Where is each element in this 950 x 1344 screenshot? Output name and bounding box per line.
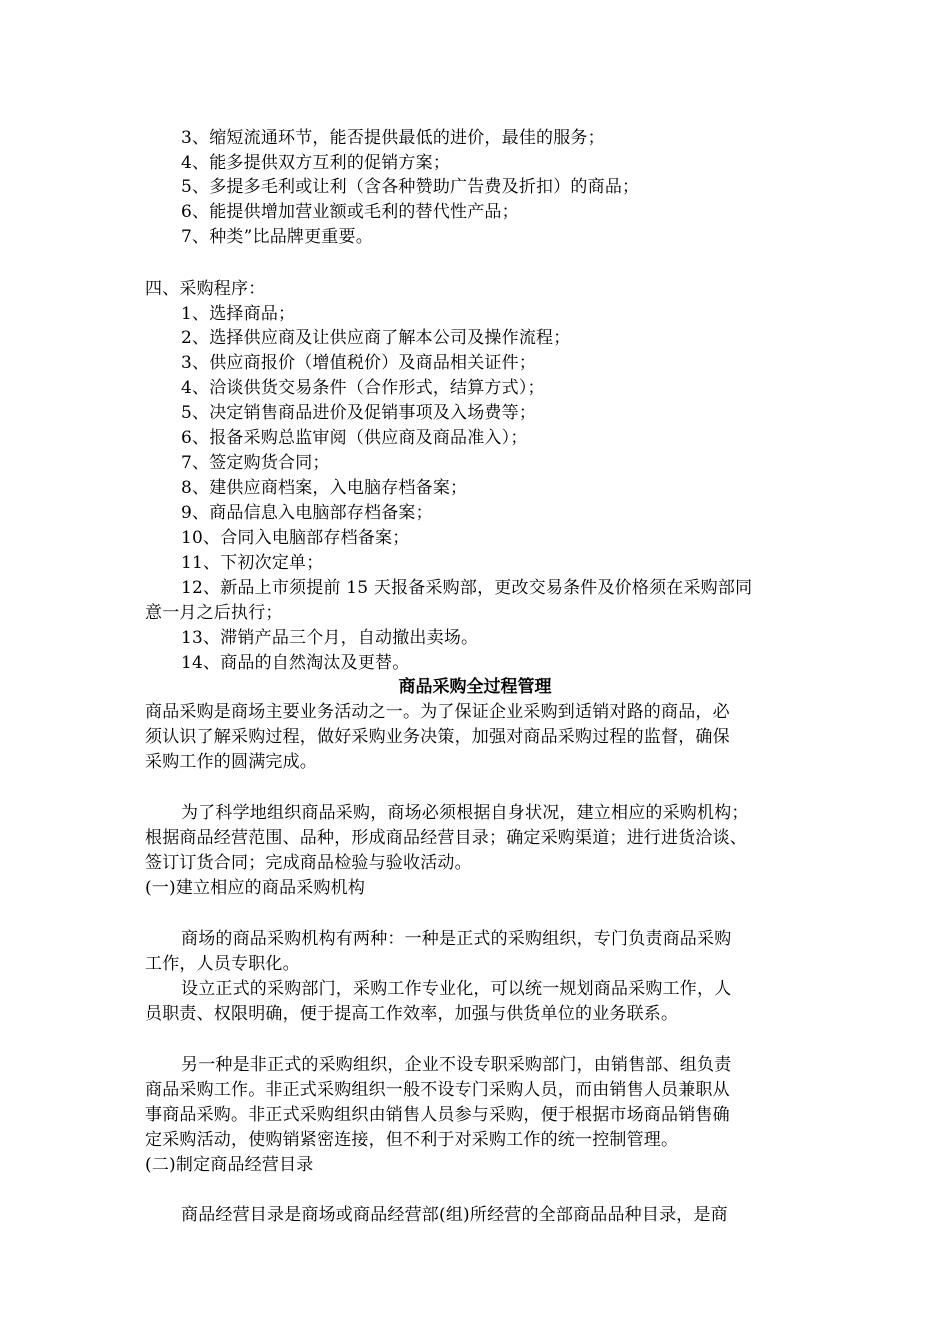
article-title: 商品采购全过程管理	[398, 677, 552, 697]
section-heading: 四、采购程序：	[145, 279, 266, 299]
list-item: 7、签定购货合同；	[181, 453, 330, 473]
paragraph-line: 另一种是非正式的采购组织，企业不设专职采购部门，由销售部、组负责	[181, 1055, 732, 1075]
paragraph-line: 工作，人员专职化。	[145, 954, 300, 974]
list-item: 3、缩短流通环节，能否提供最低的进价，最佳的服务；	[181, 128, 605, 148]
list-item: 12、新品上市须提前 15 天报备采购部，更改交易条件及价格须在采购部同	[181, 578, 753, 598]
list-item: 2、选择供应商及让供应商了解本公司及操作流程；	[181, 328, 571, 348]
list-item: 1、选择商品；	[181, 304, 296, 324]
paragraph-line: 定采购活动，使购销紧密连接，但不利于对采购工作的统一控制管理。	[145, 1130, 679, 1150]
paragraph-line: 签订订货合同；完成商品检验与验收活动。	[145, 853, 472, 873]
list-item: 8、建供应商档案，入电脑存档备案；	[181, 478, 468, 498]
list-item: 7、种类”比品牌更重要。	[181, 227, 373, 247]
list-item: 11、下初次定单；	[181, 553, 324, 573]
paragraph-line: 商品经营目录是商场或商品经营部(组)所经营的全部商品品种目录，是商	[181, 1205, 728, 1225]
list-item: 10、合同入电脑部存档备案；	[181, 528, 410, 548]
list-item: 6、能提供增加营业额或毛利的替代性产品；	[181, 202, 519, 222]
paragraph-line: 商场的商品采购机构有两种：一种是正式的采购组织，专门负责商品采购	[181, 929, 732, 949]
list-item: 9、商品信息入电脑部存档备案；	[181, 503, 433, 523]
subsection-heading: (二)制定商品经营目录	[145, 1155, 314, 1175]
list-item: 6、报备采购总监审阅（供应商及商品准入）；	[181, 428, 528, 448]
list-item: 5、决定销售商品进价及促销事项及入场费等；	[181, 403, 537, 423]
paragraph-line: 员职责、权限明确，便于提高工作效率，加强与供货单位的业务联系。	[145, 1004, 679, 1024]
paragraph-line: 事商品采购。非正式采购组织由销售人员参与采购，便于根据市场商品销售确	[145, 1105, 730, 1125]
paragraph-line: 为了科学地组织商品采购，商场必须根据自身状况，建立相应的采购机构；	[181, 803, 749, 823]
list-item: 4、能多提供双方互利的促销方案；	[181, 153, 451, 173]
list-item: 14、商品的自然淘汰及更替。	[181, 653, 410, 673]
list-item-continuation: 意一月之后执行；	[145, 603, 283, 623]
paragraph-line: 采购工作的圆满完成。	[145, 752, 317, 772]
subsection-heading: (一)建立相应的商品采购机构	[145, 878, 366, 898]
paragraph-line: 根据商品经营范围、品种，形成商品经营目录；确定采购渠道；进行进货洽谈、	[145, 828, 747, 848]
list-item: 13、滞销产品三个月，自动撤出卖场。	[181, 628, 479, 648]
paragraph-line: 商品采购工作。非正式采购组织一般不设专门采购人员，而由销售人员兼职从	[145, 1080, 730, 1100]
paragraph-line: 商品采购是商场主要业务活动之一。为了保证企业采购到适销对路的商品，必	[145, 702, 730, 722]
paragraph-line: 须认识了解采购过程，做好采购业务决策，加强对商品采购过程的监督，确保	[145, 727, 730, 747]
paragraph-line: 设立正式的采购部门，采购工作专业化，可以统一规划商品采购工作，人	[181, 979, 732, 999]
list-item: 4、洽谈供货交易条件（合作形式，结算方式）；	[181, 378, 545, 398]
list-item: 3、供应商报价（增值税价）及商品相关证件；	[181, 353, 537, 373]
list-item: 5、多提多毛利或让利（含各种赞助广告费及折扣）的商品；	[181, 177, 640, 197]
